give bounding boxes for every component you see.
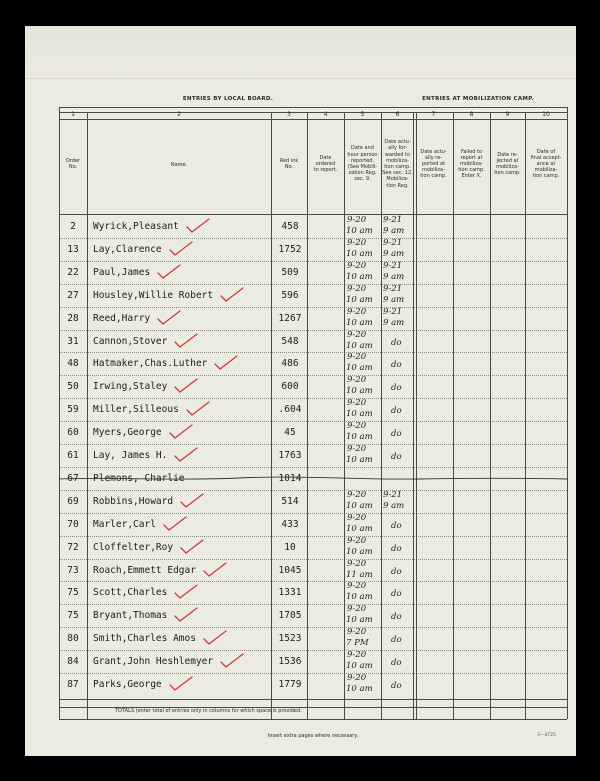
- name-cell: Wyrick,Pleasant: [93, 221, 179, 232]
- name-cell: Irwing,Staley: [93, 381, 168, 393]
- red-check-mark-icon: [156, 310, 182, 326]
- name-cell: Roach,Emmett Edgar: [93, 564, 196, 576]
- red-check-mark-icon: [168, 676, 194, 692]
- red-check-mark-icon: [168, 424, 194, 440]
- red-ink-number: 486: [281, 358, 299, 370]
- forwarded-date: do: [391, 612, 402, 623]
- name-cell: Lay,Clarence: [93, 243, 162, 255]
- red-ink-number: 596: [281, 289, 299, 301]
- forwarded-date: do: [391, 589, 402, 600]
- column-number: 2: [177, 111, 181, 118]
- red-ink-number: 45: [284, 427, 296, 439]
- order-number: 87: [67, 679, 79, 690]
- reported-date: 9-20: [347, 375, 367, 386]
- name-cell: Miller,Silleous: [93, 404, 179, 416]
- reported-date: 9-20: [347, 283, 367, 294]
- red-check-mark-icon: [168, 241, 194, 257]
- red-ink-number: 1779: [278, 679, 302, 690]
- forwarded-date: 9-21: [383, 283, 403, 294]
- order-number: 67: [67, 472, 79, 484]
- reported-time: 10 am: [346, 546, 373, 557]
- column-rule: [271, 112, 272, 719]
- forwarded-time: 9 am: [383, 226, 405, 236]
- column-header: Date ordered to report.: [313, 154, 338, 174]
- column-rule: [525, 112, 526, 719]
- rule-top: [59, 107, 567, 108]
- reported-date: 9-20: [347, 650, 367, 661]
- order-number: 59: [67, 404, 79, 416]
- mobilization-form-table: [59, 92, 567, 739]
- column-rule: [490, 112, 491, 719]
- column-header: Date re- jected at mobiliza- tion camp.: [494, 151, 521, 177]
- reported-time: 10 am: [346, 340, 373, 351]
- section-local-board: ENTRIES BY LOCAL BOARD.: [182, 96, 274, 102]
- column-rule-double: [413, 112, 417, 719]
- red-ink-number: 514: [281, 495, 299, 507]
- reported-time: 10 am: [346, 317, 373, 328]
- name-cell: Reed,Harry: [93, 312, 151, 324]
- reported-date: 9-20: [347, 421, 367, 432]
- forwarded-time: 9 am: [383, 294, 405, 305]
- forwarded-time: 9 am: [383, 271, 405, 282]
- column-number: 4: [323, 111, 328, 118]
- reported-time: 10 am: [346, 455, 373, 465]
- order-number: 80: [67, 633, 79, 645]
- forwarded-date: do: [391, 337, 402, 348]
- column-header: Order No.: [65, 157, 81, 170]
- red-check-mark-icon: [213, 355, 239, 371]
- reported-time: 10 am: [346, 432, 373, 443]
- reported-time: 10 am: [346, 248, 373, 259]
- reported-time: 10 am: [346, 592, 373, 603]
- reported-time: 10 am: [346, 500, 373, 511]
- reported-date: 9-20: [347, 237, 367, 248]
- column-rule: [453, 112, 454, 719]
- forwarded-date: 9-21: [383, 489, 403, 500]
- order-number: 72: [67, 541, 79, 553]
- forwarded-date: 9-21: [383, 215, 403, 225]
- red-ink-number: 1763: [278, 450, 302, 461]
- column-header: Date and hour person reported. (See Mobili- zation Reg. sec. 9.: [347, 145, 378, 183]
- reported-date: 9-20: [347, 329, 367, 340]
- reported-time: 10 am: [346, 294, 373, 305]
- forwarded-date: do: [391, 429, 402, 440]
- name-cell: Plemons, Charlie: [93, 472, 185, 484]
- reported-date: 9-20: [347, 512, 367, 523]
- forwarded-date: do: [391, 658, 402, 669]
- red-check-mark-icon: [173, 607, 199, 623]
- column-rule: [87, 112, 88, 719]
- reported-time: 11 am: [346, 569, 373, 580]
- reported-date: 9-20: [347, 558, 367, 569]
- name-cell: Grant,John Heshlemyer: [93, 656, 214, 668]
- column-header: Name.: [170, 162, 188, 168]
- reported-date: 9-20: [347, 581, 367, 592]
- column-number: 7: [431, 111, 436, 118]
- reported-time: 10 am: [346, 386, 373, 397]
- forwarded-date: do: [391, 543, 402, 554]
- column-header: Failed to report at mobiliza- tion camp. Enter X.: [458, 148, 485, 180]
- strike-through-line: [59, 472, 567, 484]
- order-number: 69: [67, 495, 79, 507]
- column-rule: [567, 107, 568, 719]
- reported-date: 9-20: [347, 352, 367, 363]
- column-header: Date actu- ally re- ported at mobiliza- tion camp.: [420, 148, 447, 180]
- reported-date: 9-20: [347, 627, 367, 638]
- red-check-mark-icon: [173, 447, 199, 463]
- reported-time: 10 am: [346, 615, 373, 626]
- red-ink-number: 1014: [278, 472, 302, 484]
- order-number: 27: [67, 289, 79, 301]
- red-check-mark-icon: [202, 630, 228, 646]
- order-number: 22: [67, 266, 79, 278]
- red-ink-number: 433: [281, 518, 299, 530]
- forwarded-date: do: [391, 635, 402, 646]
- red-ink-number: 1752: [278, 243, 302, 255]
- forwarded-date: do: [391, 360, 402, 371]
- red-check-mark-icon: [162, 516, 188, 532]
- red-check-mark-icon: [219, 287, 245, 303]
- name-cell: Smith,Charles Amos: [93, 633, 196, 645]
- red-check-mark-icon: [173, 333, 199, 349]
- reported-time: 10 am: [346, 661, 373, 672]
- order-number: 75: [67, 610, 79, 622]
- red-check-mark-icon: [173, 378, 199, 394]
- reported-time: 10 am: [346, 684, 373, 694]
- column-header: Date of final accept- ance at mobiliza- tion camp.: [530, 148, 562, 180]
- column-rule: [344, 112, 345, 719]
- forwarded-date: do: [391, 681, 402, 691]
- reported-time: 10 am: [346, 523, 373, 534]
- section-mobilization-camp: ENTRIES AT MOBILIZATION CAMP.: [422, 96, 534, 102]
- forwarded-date: do: [391, 383, 402, 394]
- order-number: 50: [67, 381, 79, 393]
- name-cell: Bryant,Thomas: [93, 610, 168, 622]
- column-rule: [307, 112, 308, 719]
- reported-date: 9-20: [347, 398, 367, 409]
- red-ink-number: 1705: [278, 610, 302, 622]
- name-cell: Lay, James H.: [93, 450, 168, 461]
- red-ink-number: 1536: [278, 656, 302, 668]
- form-code: 3—4725: [537, 732, 556, 738]
- order-number: 48: [67, 358, 79, 370]
- red-check-mark-icon: [156, 264, 182, 280]
- red-ink-number: 1267: [278, 312, 302, 324]
- insert-note: Insert extra pages where necessary.: [267, 732, 359, 739]
- forwarded-time: 9 am: [383, 500, 405, 511]
- column-rule: [59, 107, 60, 719]
- red-check-mark-icon: [173, 584, 199, 600]
- rule-totals-bottom: [59, 719, 567, 720]
- forwarded-date: 9-21: [383, 260, 403, 271]
- order-number: 60: [67, 427, 79, 439]
- order-number: 70: [67, 518, 79, 530]
- forwarded-date: 9-21: [383, 306, 403, 317]
- name-cell: Housley,Willie Robert: [93, 289, 214, 301]
- totals-label: TOTALS (enter total of entries only in columns for which space is provided.: [115, 707, 302, 714]
- red-ink-number: 10: [284, 541, 296, 553]
- red-ink-number: 1331: [278, 587, 302, 599]
- order-number: 73: [67, 564, 79, 576]
- reported-date: 9-20: [347, 673, 367, 683]
- column-number: 5: [360, 111, 365, 118]
- order-number: 75: [67, 587, 79, 599]
- column-rule: [381, 112, 382, 719]
- reported-date: 9-20: [347, 535, 367, 546]
- red-ink-number: 548: [281, 335, 299, 347]
- reported-time: 10 am: [346, 271, 373, 282]
- red-ink-number: 458: [281, 221, 299, 232]
- reported-date: 9-20: [347, 215, 367, 225]
- column-number: 1: [71, 111, 75, 118]
- red-check-mark-icon: [185, 218, 211, 234]
- forwarded-date: do: [391, 520, 402, 531]
- name-cell: Robbins,Howard: [93, 495, 174, 507]
- red-check-mark-icon: [219, 653, 245, 669]
- red-ink-number: 1045: [278, 564, 302, 576]
- page-top-fold: [25, 26, 576, 79]
- name-cell: Parks,George: [93, 679, 162, 690]
- name-cell: Cannon,Stover: [93, 335, 168, 347]
- forwarded-date: 9-21: [383, 237, 403, 248]
- order-number: 31: [67, 335, 79, 347]
- name-cell: Hatmaker,Chas.Luther: [93, 358, 208, 370]
- column-number: 6: [395, 111, 400, 118]
- reported-time: 10 am: [346, 363, 373, 374]
- forwarded-date: do: [391, 452, 402, 462]
- red-ink-number: 509: [281, 266, 299, 278]
- forwarded-time: 9 am: [383, 317, 405, 328]
- name-cell: Cloffelter,Roy: [93, 541, 174, 553]
- red-check-mark-icon: [179, 539, 205, 555]
- reported-date: 9-20: [347, 604, 367, 615]
- reported-date: 9-20: [347, 489, 367, 500]
- reported-date: 9-20: [347, 260, 367, 271]
- red-check-mark-icon: [185, 401, 211, 417]
- red-ink-number: 1523: [278, 633, 302, 645]
- reported-time: 10 am: [346, 226, 373, 236]
- red-ink-number: 600: [281, 381, 299, 393]
- forwarded-date: do: [391, 566, 402, 577]
- order-number: 2: [70, 221, 76, 232]
- reported-time: 10 am: [346, 409, 373, 420]
- reported-date: 9-20: [347, 306, 367, 317]
- name-cell: Paul,James: [93, 266, 151, 278]
- order-number: 84: [67, 656, 79, 668]
- reported-time: 7 PM: [346, 638, 369, 649]
- red-ink-number: .604: [278, 404, 302, 416]
- red-check-mark-icon: [202, 562, 228, 578]
- column-number: 10: [542, 111, 550, 118]
- order-number: 28: [67, 312, 79, 324]
- forwarded-date: do: [391, 406, 402, 417]
- column-header: Date actu- ally for- warded to mobiliza- tion camp. See sec. 12, Mobiliza- tion Reg.: [382, 139, 413, 189]
- reported-date: 9-20: [347, 444, 367, 454]
- order-number: 61: [67, 450, 79, 461]
- forwarded-time: 9 am: [383, 248, 405, 259]
- name-cell: Scott,Charles: [93, 587, 168, 599]
- column-number: 3: [287, 111, 291, 118]
- column-number: 8: [469, 111, 474, 118]
- form-page: [25, 26, 576, 756]
- name-cell: Myers,George: [93, 427, 162, 439]
- column-header: Red ink No.: [279, 157, 299, 170]
- column-number: 9: [505, 111, 510, 118]
- name-cell: Marler,Carl: [93, 518, 156, 530]
- order-number: 13: [67, 243, 79, 255]
- red-check-mark-icon: [179, 493, 205, 509]
